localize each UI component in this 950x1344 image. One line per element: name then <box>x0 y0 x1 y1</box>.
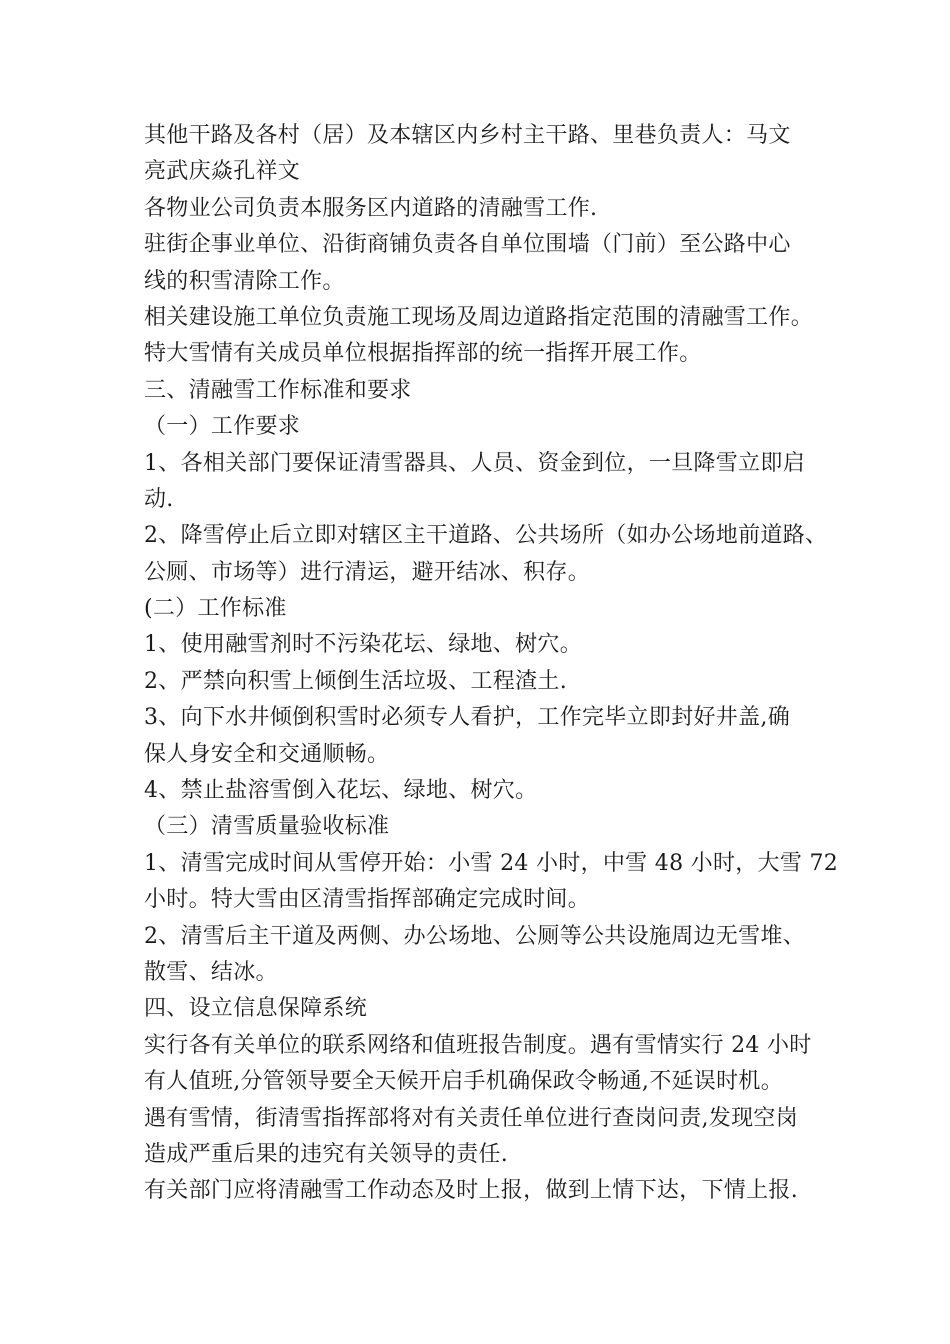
text-line: 各物业公司负责本服务区内道路的清融雪工作. <box>144 195 598 221</box>
text-line: 2、严禁向积雪上倾倒生活垃圾、工程渣土. <box>144 668 567 694</box>
text-line: 2、清雪后主干道及两侧、办公场地、公厕等公共设施周边无雪堆、 <box>144 923 805 949</box>
subsection-heading: （三）清雪质量验收标准 <box>144 814 390 840</box>
text-line: 公厕、市场等）进行清运，避开结冰、积存。 <box>144 559 591 585</box>
document-body <box>144 118 839 1210</box>
text-line: 1、各相关部门要保证清雪器具、人员、资金到位，一旦降雪立即启 <box>144 450 805 476</box>
section-heading: 四、设立信息保障系统 <box>144 996 368 1022</box>
text-line: 亮武庆焱孔祥文 <box>144 159 301 185</box>
text-line: 2、降雪停止后立即对辖区主干道路、公共场所（如办公场地前道路、 <box>144 523 828 549</box>
text-line: 驻街企事业单位、沿街商铺负责各自单位围墙（门前）至公路中心 <box>144 232 791 258</box>
text-line: 小时。特大雪由区清雪指挥部确定完成时间。 <box>144 887 591 913</box>
text-line: 动. <box>144 486 174 512</box>
text-line: 其他干路及各村（居）及本辖区内乡村主干路、里巷负责人：马文 <box>144 123 791 148</box>
text-line: 有人值班,分管领导要全天候开启手机确保政令畅通,不延误时机。 <box>144 1069 783 1095</box>
text-line: 保人身安全和交通顺畅。 <box>144 741 390 767</box>
text-line: 造成严重后果的违究有关领导的责任. <box>144 1141 509 1167</box>
subsection-heading: (二）工作标准 <box>144 596 287 622</box>
text-line: 1、清雪完成时间从雪停开始：小雪 24 小时，中雪 48 小时，大雪 72 <box>144 850 839 876</box>
text-line: 遇有雪情，街清雪指挥部将对有关责任单位进行查岗问责,发现空岗 <box>144 1105 798 1131</box>
text-line: 4、禁止盐溶雪倒入花坛、绿地、树穴。 <box>144 778 538 804</box>
text-line: 线的积雪清除工作。 <box>144 268 345 294</box>
text-line: 特大雪情有关成员单位根据指挥部的统一指挥开展工作。 <box>144 341 702 367</box>
text-line: 3、向下水井倾倒积雪时必须专人看护，工作完毕立即封好井盖,确 <box>144 705 790 731</box>
text-line: 有关部门应将清融雪工作动态及时上报，做到上情下达，下情上报. <box>144 1178 798 1204</box>
text-line: 1、使用融雪剂时不污染花坛、绿地、树穴。 <box>144 632 582 658</box>
section-heading: 三、清融雪工作标准和要求 <box>144 377 412 403</box>
text-line: 相关建设施工单位负责施工现场及周边道路指定范围的清融雪工作。 <box>144 304 814 330</box>
text-line: 实行各有关单位的联系网络和值班报告制度。遇有雪情实行 24 小时 <box>144 1032 812 1058</box>
text-line: 散雪、结冰。 <box>144 959 278 985</box>
subsection-heading: （一）工作要求 <box>144 414 301 440</box>
